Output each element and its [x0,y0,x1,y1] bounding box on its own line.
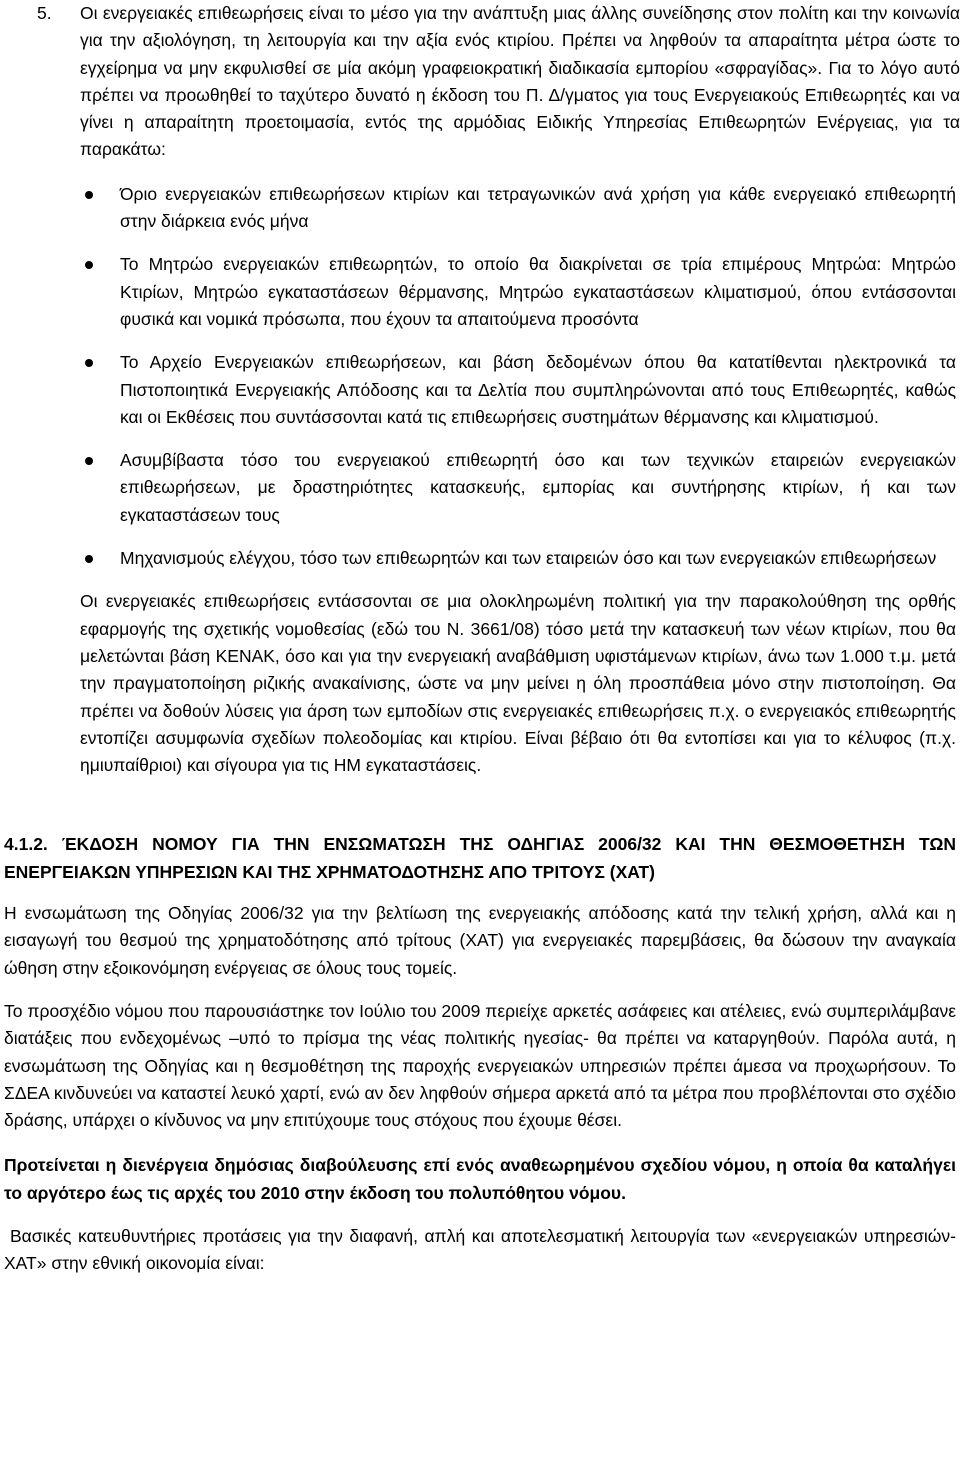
section-paragraph: Η ενσωμάτωση της Οδηγίας 2006/32 για την βελτίωση της ενεργειακής απόδοσης κατά την τελική χρήση, αλλά και η εισαγωγή του θεσμού της χρηματοδότησης από τρίτους (ΧΑΤ) για ενεργειακές παρεμβάσεις, θα δώσουν την αναγκαία ώθηση στην εξοικονόμηση ενέργειας σε όλους τους τομείς. [4,903,956,978]
list-item [120,181,956,236]
item-5-text: Οι ενεργειακές επιθεωρήσεις είναι το μέσο για την ανάπτυξη μιας άλλης συνείδησης στον πολίτη και την κοινωνία για την αξιολόγηση, τη λειτουργία και την αξία ενός κτιρίου. Πρέπει να ληφθούν τα απαραίτητα μέτρα ώστε το εγχείρημα να μην εκφυλισθεί σε μία ακόμη γραφειοκρατική διαδικασία εμπορίου «σφραγίδας». Για το λόγο αυτό πρέπει να προωθηθεί το ταχύτερο δυνατό η έκδοση του Π. Δ/γματος για τους Ενεργειακούς Επιθεωρητές και να γίνει η απαραίτητη προετοιμασία, εντός της αρμόδιας Ειδικής Υπηρεσίας Επιθεωρητών Ενέργειας, για τα παρακάτω: [80,3,960,160]
item-number: 5. [37,3,52,23]
section-heading [4,831,956,886]
bullet-list [0,181,960,573]
bullet-icon [85,359,93,367]
section-title: ΈΚΔΟΣΗ ΝΟΜΟΥ ΓΙΑ ΤΗΝ ΕΝΣΩΜΑΤΩΣΗ ΤΗΣ ΟΔΗΓΙΑΣ 2006/32 ΚΑΙ ΤΗΝ ΘΕΣΜΟΘΕΤΗΣΗ ΤΩΝ ΕΝΕΡΓΕΙΑΚΩΝ ΥΠΗΡΕΣΙΩΝ ΚΑΙ ΤΗΣ ΧΡΗΜΑΤΟΔΟΤΗΣΗΣ ΑΠΟ ΤΡΙΤΟΥΣ (ΧΑΤ) [4,834,956,882]
proposal-paragraph: Προτείνεται η διενέργεια δημόσιας διαβούλευσης επί ενός αναθεωρημένου σχεδίου νόμου, η οποία θα καταλήγει το αργότερο έως τις αρχές του 2010 στην έκδοση του πολυπόθητου νόμου. [4,1155,956,1203]
list-item-text: Ασυμβίβαστα τόσο του ενεργειακού επιθεωρητή όσο και των τεχνικών εταιρειών ενεργειακών επιθεωρήσεων, με δραστηριότητες κατασκευής, εμπορίας και συντήρησης κτιρίων, ή και των εγκαταστάσεων τους [120,450,956,525]
list-item [120,545,956,572]
paragraph-after-bullets: Οι ενεργειακές επιθεωρήσεις εντάσσονται σε μια ολοκληρωμένη πολιτική για την παρακολούθηση της ορθής εφαρμογής της σχετικής νομοθεσίας (εδώ του Ν. 3661/08) τόσο μετά την κατασκευή των νέων κτιρίων, που θα μελετώνται βάση ΚΕΝΑΚ, όσο και για την ενεργειακή αναβάθμιση υφιστάμενων κτιρίων, άνω των 1.000 τ.μ. μετά την πραγματοποίηση ριζικής ανακαίνισης, ώστε να μην μείνει η όλη προσπάθεια μόνο στην πιστοποίηση. Θα πρέπει να δοθούν λύσεις για άρση των εμποδίων στις ενεργειακές επιθεωρήσεις π.χ. ο ενεργειακός επιθεωρητής εντοπίζει ασυμφωνία σχεδίων πολεοδομίας και κτιρίου. Είναι βέβαιο ότι θα εντοπίσει και για το κέλυφος (π.χ. ημιυπαίθριοι) και σίγουρα για τις ΗΜ εγκαταστάσεις. [80,591,956,776]
list-item-text: Όριο ενεργειακών επιθεωρήσεων κτιρίων και τετραγωνικών ανά χρήση για κάθε ενεργειακό επιθεωρητή στην διάρκεια ενός μήνα [120,183,956,232]
list-item [120,349,956,431]
section-paragraph: Το προσχέδιο νόμου που παρουσιάστηκε τον Ιούλιο του 2009 περιείχε αρκετές ασάφειες και ατέλειες, ενώ συμπεριλάμβανε διατάξεις που ενδεχομένως –υπό το πρίσμα της νέας πολιτικής ηγεσίας- θα πρέπει να καταργηθούν. Παρόλα αυτά, η ενσωμάτωση της Οδηγίας και η θεσμοθέτηση της παροχής ενεργειακών υπηρεσιών πρέπει άμεσα να προχωρήσουν. Το ΣΔΕΑ κινδυνεύει να καταστεί λευκό χαρτί, ενώ αν δεν ληφθούν σήμερα αρκετά από τα μέτρα που προβλέπονται στο σχέδιο δράσης, υπάρχει ο κίνδυνος να μην επιτύχουμε τους στόχους που έχουμε θέσει. [4,1000,956,1131]
bullet-icon [85,191,93,199]
list-item [120,251,956,333]
list-item [120,447,956,529]
bullet-icon [85,261,93,269]
section-number: 4.1.2. [4,834,48,855]
bullet-icon [85,457,93,465]
final-paragraph: Βασικές κατευθυντήριες προτάσεις για την διαφανή, απλή και αποτελεσματική λειτουργία των «ενεργειακών υπηρεσιών-ΧΑΤ» στην εθνική οικονομία είναι: [4,1225,956,1274]
numbered-item-5 [4,0,960,164]
list-item-text: Το Μητρώο ενεργειακών επιθεωρητών, το οποίο θα διακρίνεται σε τρία επιμέρους Μητρώα: Μητρώο Κτιρίων, Μητρώο εγκαταστάσεων θέρμανσης, Μητρώο εγκαταστάσεων κλιματισμού, όπου εντάσσονται φυσικά και νομικά πρόσωπα, που έχουν τα απαιτούμενα προσόντα [120,254,956,329]
list-item-text: Το Αρχείο Ενεργειακών επιθεωρήσεων, και βάση δεδομένων όπου θα κατατίθενται ηλεκτρονικά τα Πιστοποιητικά Ενεργειακής Απόδοσης και τα Δελτία που συμπληρώνονται από τους Επιθεωρητές, καθώς και οι Εκθέσεις που συντάσσονται κατά τις επιθεωρήσεις συστημάτων θέρμανσης και κλιματισμού. [120,352,956,427]
list-item-text: Μηχανισμούς ελέγχου, τόσο των επιθεωρητών και των εταιρειών όσο και των ενεργειακών επιθεωρήσεων [120,548,937,569]
bullet-icon [85,555,93,563]
